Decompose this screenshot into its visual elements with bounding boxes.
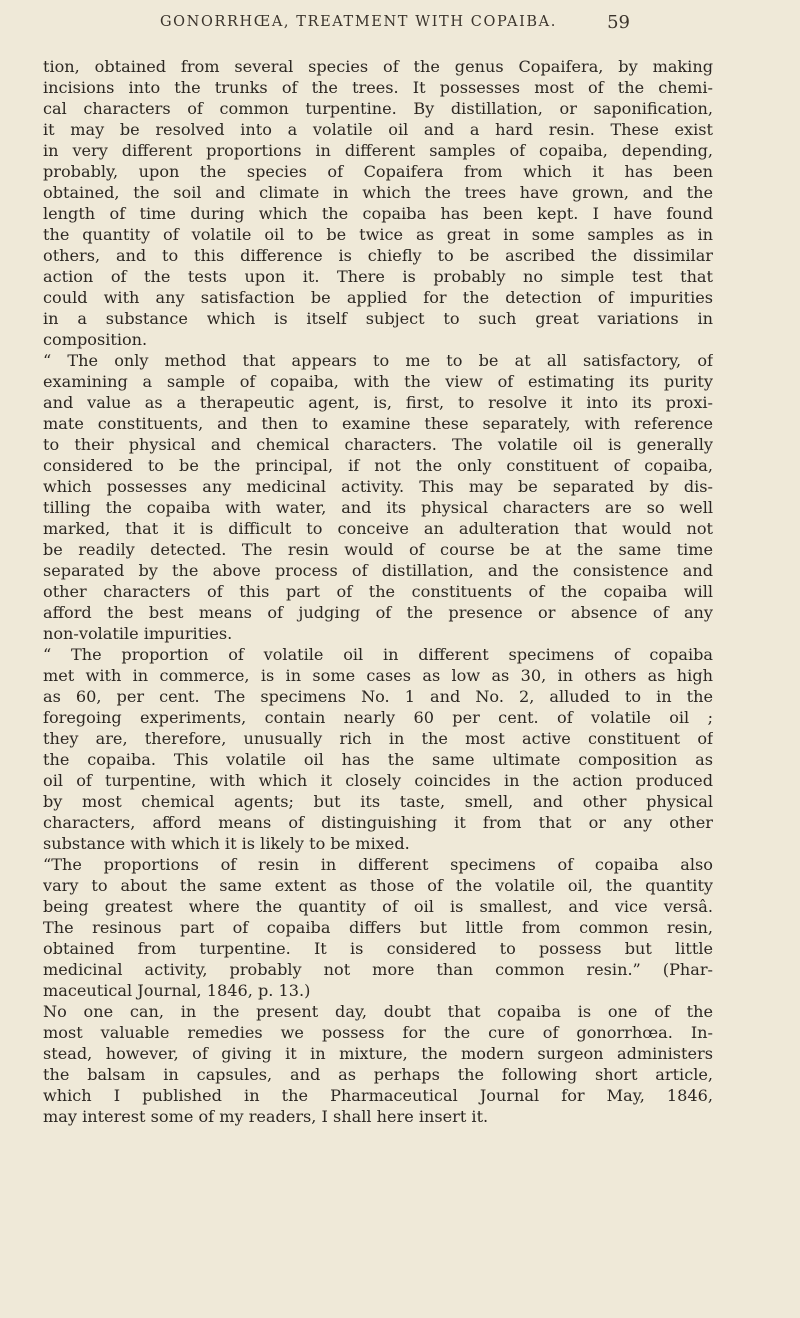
- text-line: others, and to this difference is chiefly to be ascribed the dissimilar: [43, 246, 713, 265]
- text-line: in a substance which is itself subject to such great variations in: [43, 309, 713, 328]
- text-line: they are, therefore, unusually rich in the most active constituent of: [43, 729, 713, 748]
- text-line: other characters of this part of the constituents of the copaiba will: [43, 582, 713, 601]
- text-line: to their physical and chemical characters. The volatile oil is generally: [43, 435, 713, 454]
- text-line: substance with which it is likely to be mixed.: [43, 834, 410, 853]
- text-line: composition.: [43, 330, 148, 349]
- text-line: “ The only method that appears to me to be at all satisfactory, of: [43, 351, 713, 370]
- text-line: No one can, in the present day, doubt that copaiba is one of the: [43, 1002, 713, 1021]
- running-head: GONORRHŒA, TREATMENT WITH COPAIBA.: [160, 14, 557, 30]
- text-line: the quantity of volatile oil to be twice as great in some samples as in: [43, 225, 713, 244]
- text-line: characters, afford means of distinguishing it from that or any other: [43, 813, 713, 832]
- text-line: by most chemical agents; but its taste, smell, and other physical: [43, 792, 713, 811]
- text-line: length of time during which the copaiba has been kept. I have found: [43, 204, 713, 223]
- text-line: mate constituents, and then to examine these separately, with reference: [43, 414, 713, 433]
- text-line: obtained, the soil and climate in which the trees have grown, and the: [43, 183, 713, 202]
- text-line: foregoing experiments, contain nearly 60 per cent. of volatile oil ;: [43, 708, 713, 727]
- text-line: and value as a therapeutic agent, is, first, to resolve it into its proxi-: [43, 393, 713, 412]
- text-line: which I published in the Pharmaceutical Journal for May, 1846,: [43, 1086, 713, 1105]
- page-number: 59: [607, 12, 630, 33]
- text-line: considered to be the principal, if not the only constituent of copaiba,: [43, 456, 713, 475]
- text-line: tilling the copaiba with water, and its physical characters are so well: [43, 498, 713, 517]
- text-line: probably, upon the species of Copaifera from which it has been: [43, 162, 713, 181]
- text-line: being greatest where the quantity of oil is smallest, and vice versâ.: [43, 897, 713, 916]
- text-line: may interest some of my readers, I shall here insert it.: [43, 1107, 489, 1126]
- text-line: as 60, per cent. The specimens No. 1 and No. 2, alluded to in the: [43, 687, 713, 706]
- text-line: in very different proportions in different samples of copaiba, depending,: [43, 141, 713, 160]
- text-line: separated by the above process of distillation, and the consistence and: [43, 561, 713, 580]
- text-line: examining a sample of copaiba, with the view of estimating its purity: [43, 372, 713, 391]
- text-line: incisions into the trunks of the trees. It possesses most of the chemi-: [43, 78, 713, 97]
- text-line: non-volatile impurities.: [43, 624, 233, 643]
- text-line: most valuable remedies we possess for the cure of gonorrhœa. In-: [43, 1023, 713, 1042]
- text-line: be readily detected. The resin would of course be at the same time: [43, 540, 713, 559]
- text-line: it may be resolved into a volatile oil and a hard resin. These exist: [43, 120, 713, 139]
- text-line: afford the best means of judging of the presence or absence of any: [43, 603, 713, 622]
- body-text: [43, 56, 713, 1127]
- text-line: could with any satisfaction be applied for the detection of impurities: [43, 288, 713, 307]
- text-line: the copaiba. This volatile oil has the same ultimate composition as: [43, 750, 713, 769]
- text-line: maceutical Journal, 1846, p. 13.): [43, 981, 311, 1000]
- text-line: which possesses any medicinal activity. This may be separated by dis-: [43, 477, 713, 496]
- text-line: The resinous part of copaiba differs but little from common resin,: [43, 918, 713, 937]
- text-line: obtained from turpentine. It is considered to possess but little: [43, 939, 713, 958]
- text-line: “The proportions of resin in different specimens of copaiba also: [43, 855, 713, 874]
- text-line: action of the tests upon it. There is probably no simple test that: [43, 267, 713, 286]
- text-line: cal characters of common turpentine. By distillation, or saponification,: [43, 99, 713, 118]
- text-line: marked, that it is difficult to conceive an adulteration that would not: [43, 519, 713, 538]
- text-line: oil of turpentine, with which it closely coincides in the action produced: [43, 771, 713, 790]
- text-line: tion, obtained from several species of the genus Copaifera, by making: [43, 57, 713, 76]
- text-line: stead, however, of giving it in mixture, the modern surgeon administers: [43, 1044, 713, 1063]
- text-line: “ The proportion of volatile oil in different specimens of copaiba: [43, 645, 713, 664]
- text-line: medicinal activity, probably not more than common resin.” (Phar-: [43, 960, 713, 979]
- text-line: vary to about the same extent as those of the volatile oil, the quantity: [43, 876, 713, 895]
- text-line: the balsam in capsules, and as perhaps the following short article,: [43, 1065, 713, 1084]
- text-line: met with in commerce, is in some cases as low as 30, in others as high: [43, 666, 713, 685]
